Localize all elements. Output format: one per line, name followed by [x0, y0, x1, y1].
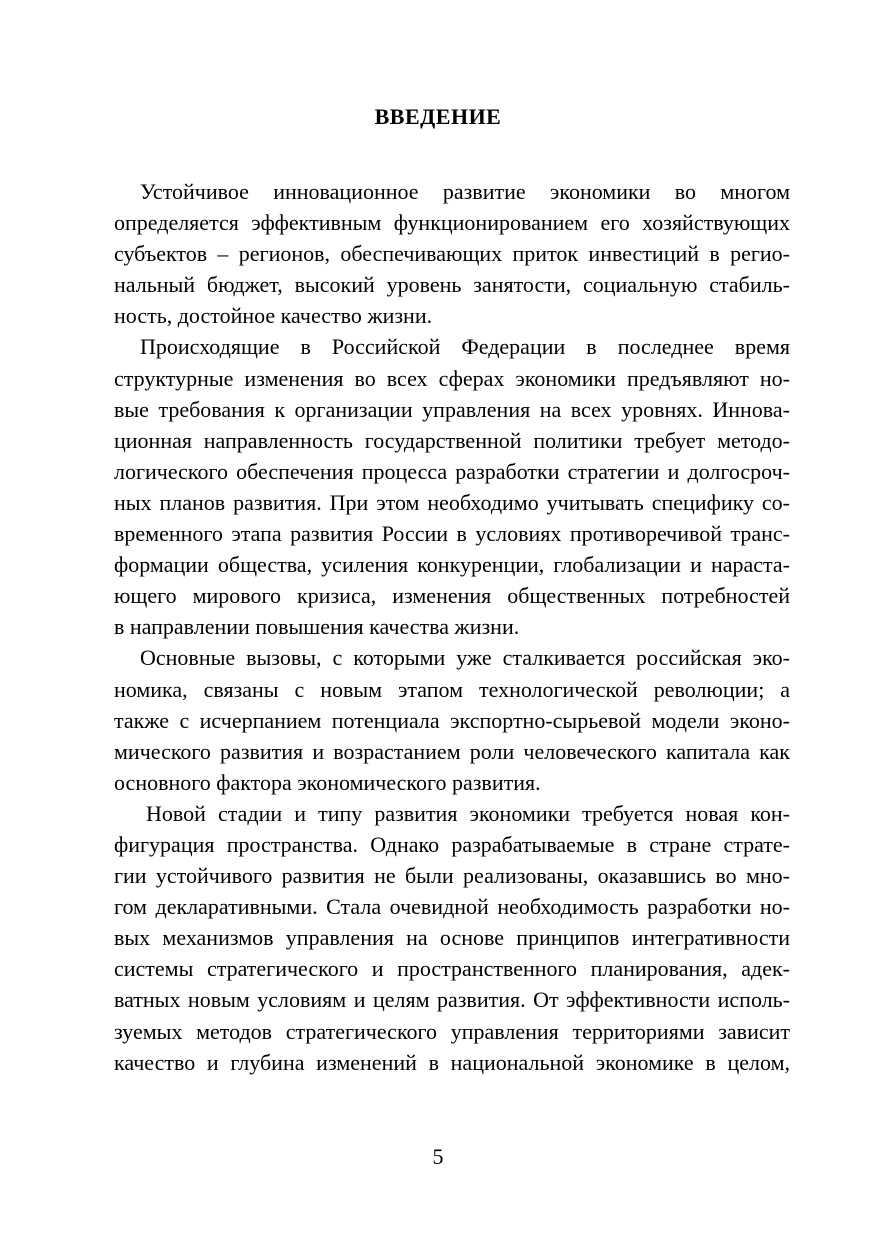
text-line: ных планов развития. При этом необходимо учитывать специфику со-: [114, 489, 790, 515]
text-line: основного фактора экономического развития.: [114, 769, 541, 795]
text-line: структурные изменения во всех сферах экономики предъявляют но-: [114, 365, 790, 391]
body-text: [114, 176, 790, 1078]
text-line: мического развития и возрастанием роли человеческого капитала как: [114, 738, 790, 764]
text-line: ность, достойное качество жизни.: [114, 303, 433, 329]
text-line: гии устойчивого развития не были реализованы, оказавшись во мно-: [114, 863, 790, 889]
text-line: временного этапа развития России в условиях противоречивой транс-: [114, 521, 790, 547]
text-line: фигурация пространства. Однако разрабатываемые в стране страте-: [114, 831, 790, 857]
text-line: ционная направленность государственной политики требует методо-: [114, 427, 790, 453]
text-line: логического обеспечения процесса разработки стратегии и долгосроч-: [114, 458, 790, 484]
text-line: Основные вызовы, с которыми уже сталкивается российская эко-: [140, 645, 790, 671]
text-line: Происходящие в Российской Федерации в последнее время: [140, 334, 790, 360]
text-line: гом декларативными. Стала очевидной необходимость разработки но-: [114, 894, 790, 920]
text-line: ющего мирового кризиса, изменения общественных потребностей: [114, 583, 790, 609]
text-line: определяется эффективным функционированием его хозяйствующих: [114, 210, 790, 236]
text-line: формации общества, усиления конкуренции, глобализации и нараста-: [114, 552, 790, 578]
text-line: также с исчерпанием потенциала экспортно-сырьевой модели эконо-: [114, 707, 790, 733]
text-line: номика, связаны с новым этапом технологической революции; а: [114, 676, 790, 702]
text-line: Новой стадии и типу развития экономики требуется новая кон-: [146, 800, 790, 826]
text-line: Устойчивое инновационное развитие экономики во многом: [140, 179, 790, 204]
text-line: в направлении повышения качества жизни.: [114, 614, 520, 640]
text-line: вые требования к организации управления на всех уровнях. Иннова-: [114, 396, 790, 422]
text-line: зуемых методов стратегического управления территориями зависит: [114, 1018, 790, 1044]
text-line: нальный бюджет, высокий уровень занятости, социальную стабиль-: [114, 272, 790, 298]
text-line: вых механизмов управления на основе принципов интегративности: [114, 925, 790, 951]
text-line: субъектов – регионов, обеспечивающих приток инвестиций в регио-: [114, 241, 790, 267]
text-line: системы стратегического и пространственного планирования, адек-: [114, 956, 790, 982]
page-number: 5: [432, 1144, 444, 1169]
text-line: качество и глубина изменений в национальной экономике в целом,: [114, 1049, 790, 1075]
page-title: ВВЕДЕНИЕ: [374, 104, 502, 129]
text-line: ватных новым условиям и целям развития. От эффективности исполь-: [114, 987, 790, 1013]
